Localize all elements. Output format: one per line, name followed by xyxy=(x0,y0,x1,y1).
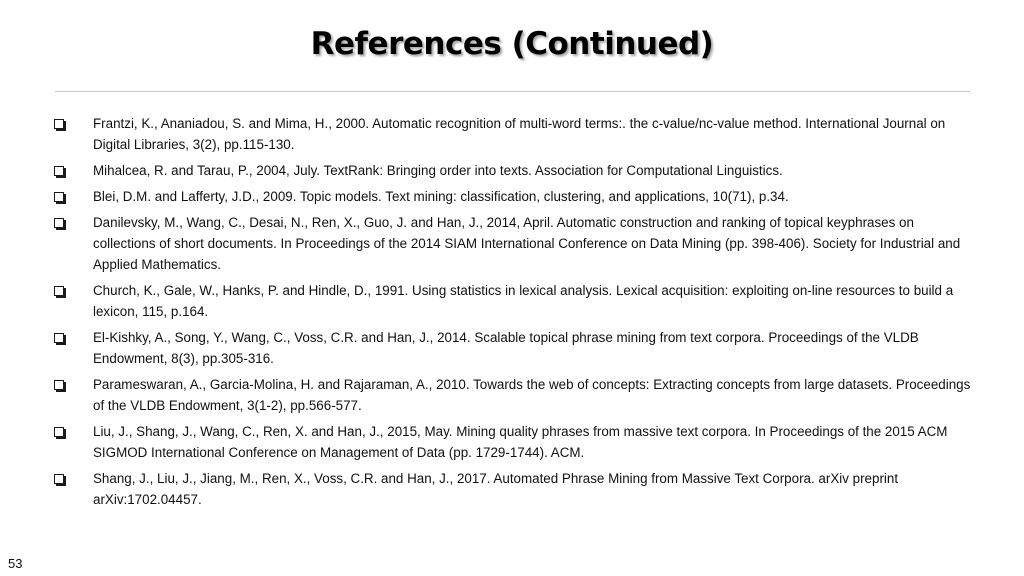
reference-text: Mihalcea, R. and Tarau, P., 2004, July. TextRank: Bringing order into texts. Association for Computational Linguistics. xyxy=(93,163,783,178)
reference-text: Blei, D.M. and Lafferty, J.D., 2009. Topic models. Text mining: classification, clustering, and applications, 10(71), p.34. xyxy=(93,189,789,204)
reference-text: Shang, J., Liu, J., Jiang, M., Ren, X., Voss, C.R. and Han, J., 2017. Automated Phrase Mining from Massive Text Corpora. arXiv preprint arXiv:1702.04457. xyxy=(93,471,899,507)
checkbox-bullet-icon xyxy=(54,474,64,484)
reference-item xyxy=(54,212,974,275)
reference-text: El-Kishky, A., Song, Y., Wang, C., Voss, C.R. and Han, J., 2014. Scalable topical phrase mining from text corpora. Proceedings of the VLDB Endowment, 8(3), pp.305-316. xyxy=(93,330,919,366)
checkbox-bullet-icon xyxy=(54,286,64,296)
checkbox-bullet-icon xyxy=(54,119,64,129)
reference-item xyxy=(54,160,974,181)
reference-item xyxy=(54,327,974,369)
checkbox-bullet-icon xyxy=(54,427,64,437)
reference-item xyxy=(54,374,974,416)
checkbox-bullet-icon xyxy=(54,166,64,176)
page-number: 53 xyxy=(8,556,23,571)
slide-title: References (Continued) xyxy=(310,26,714,62)
reference-text: Frantzi, K., Ananiadou, S. and Mima, H., 2000. Automatic recognition of multi-word terms:. the c-value/nc-value method. International Journal on Digital Libraries, 3(2), pp.115-130. xyxy=(93,116,946,152)
checkbox-bullet-icon xyxy=(54,380,64,390)
title-divider xyxy=(55,91,970,92)
reference-text: Liu, J., Shang, J., Wang, C., Ren, X. and Han, J., 2015, May. Mining quality phrases from massive text corpora. In Proceedings of the 2015 ACM SIGMOD International Conference on Management of Data (pp. 1729-1744). ACM. xyxy=(93,424,948,460)
reference-text: Church, K., Gale, W., Hanks, P. and Hindle, D., 1991. Using statistics in lexical analysis. Lexical acquisition: exploiting on-line resources to build a lexicon, 115, p.164. xyxy=(93,283,954,319)
reference-item xyxy=(54,280,974,322)
reference-text: Danilevsky, M., Wang, C., Desai, N., Ren, X., Guo, J. and Han, J., 2014, April. Automatic construction and ranking of topical keyphrases on collections of short documents. In Proceedings of the 2014 SIAM International Conference on Data Mining (pp. 398-406). Society for Industrial and Applied Mathematics. xyxy=(93,215,961,272)
reference-text: Parameswaran, A., Garcia-Molina, H. and Rajaraman, A., 2010. Towards the web of concepts: Extracting concepts from large datasets. Proceedings of the VLDB Endowment, 3(1-2), pp.566-577. xyxy=(93,377,971,413)
checkbox-bullet-icon xyxy=(54,333,64,343)
checkbox-bullet-icon xyxy=(54,192,64,202)
reference-item xyxy=(54,186,974,207)
reference-item xyxy=(54,468,974,510)
checkbox-bullet-icon xyxy=(54,218,64,228)
reference-item xyxy=(54,421,974,463)
reference-item xyxy=(54,113,974,155)
reference-list xyxy=(54,113,974,515)
